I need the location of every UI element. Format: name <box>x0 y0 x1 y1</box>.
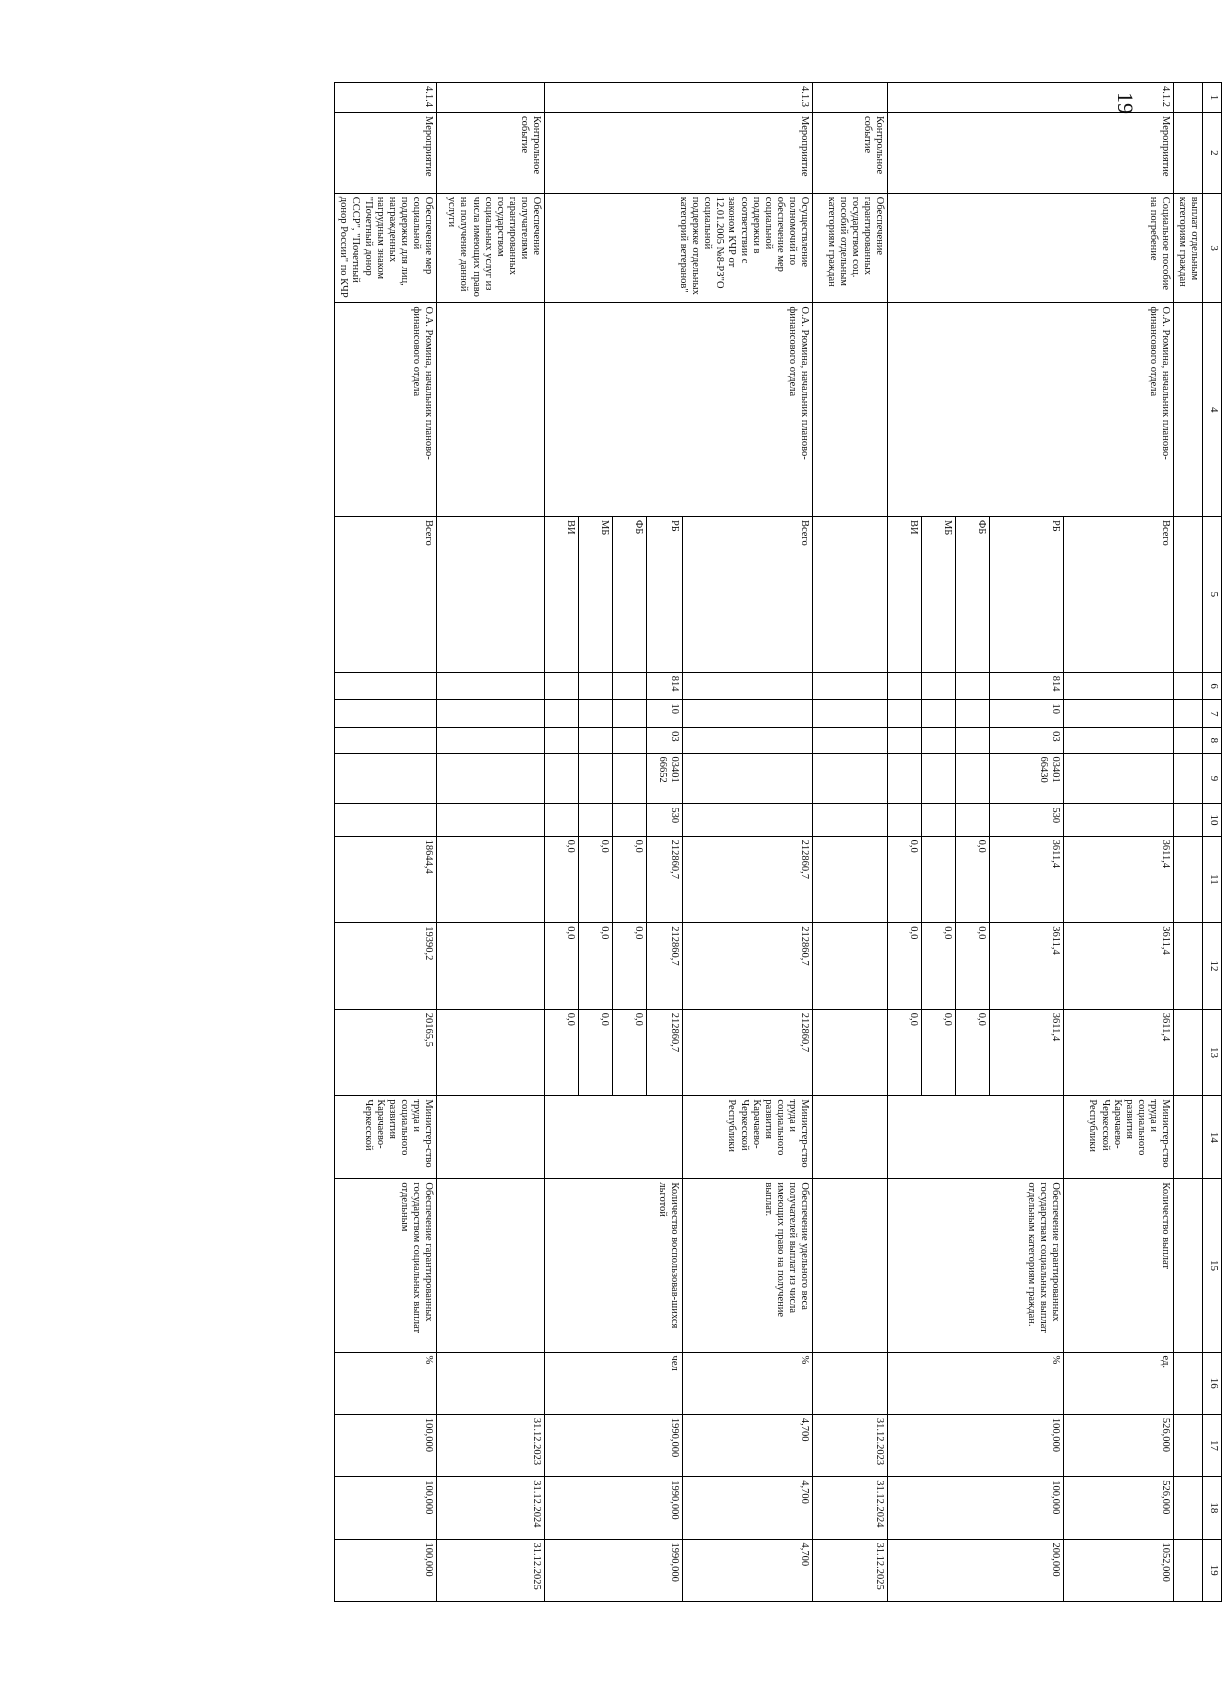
col-num: 18 <box>1203 1477 1222 1539</box>
value-2025: 3611,4 <box>989 1009 1063 1096</box>
row-name: Обеспечение мер социальной поддержки для лиц, награжденных нагрудным знаком "Почетный донор СССР", "Почетный донор России" по КЧР <box>335 193 437 303</box>
value-2024: 19390,2 <box>335 923 437 1010</box>
target-2025: 4,700 <box>682 1539 812 1601</box>
funding-source: Всего <box>682 516 812 672</box>
funding-source: ФБ <box>955 516 989 672</box>
row-executor: Министер-ство труда и социального развития Карачаево-Черкесской Республики <box>682 1096 812 1179</box>
date-2023: 31.12.2023 <box>436 1414 544 1476</box>
row-unit: чел <box>544 1352 682 1414</box>
funding-source: МБ <box>578 516 612 672</box>
date-2023: 31.12.2023 <box>812 1414 887 1476</box>
continuation-text: выплат отдельным категориям граждан <box>1173 193 1202 303</box>
row-type: Мероприятие <box>544 113 812 194</box>
value-2024: 0,0 <box>955 923 989 1010</box>
row-name: Осуществление полномочий по обеспечение мер социальной поддержки в соответствии с законом КЧР от 12.01.2005 №8-РЗ"О социальной поддержке отдельных категорий ветеранов" <box>544 193 812 303</box>
col-num: 2 <box>1203 113 1222 194</box>
row-indicator: Количество выплат <box>1063 1179 1173 1352</box>
target-2024: 100,000 <box>887 1477 1063 1539</box>
row-unit: % <box>682 1352 812 1414</box>
value-2023: 212860,7 <box>682 836 812 923</box>
value-2024: 0,0 <box>921 923 955 1010</box>
target-2025: 1052,000 <box>1063 1539 1173 1601</box>
value-2023: 18644,4 <box>335 836 437 923</box>
value-2023: 0,0 <box>544 836 578 923</box>
col-num: 4 <box>1203 303 1222 517</box>
budget-table <box>334 82 1222 1602</box>
target-2024: 100,000 <box>335 1477 437 1539</box>
col-num: 3 <box>1203 193 1222 303</box>
col-num: 1 <box>1203 83 1222 113</box>
table-row <box>1173 83 1202 1602</box>
target-2023: 100,000 <box>887 1414 1063 1476</box>
row-indicator: Количество воспользовав-шихся льготой <box>544 1179 682 1352</box>
value-2024: 212860,7 <box>682 923 812 1010</box>
value-2024: 0,0 <box>887 923 921 1010</box>
table-row <box>335 83 437 1602</box>
row-unit: % <box>335 1352 437 1414</box>
target-2025: 100,000 <box>335 1539 437 1601</box>
col-num: 7 <box>1203 700 1222 728</box>
date-2025: 31.12.2025 <box>436 1539 544 1601</box>
value-2024: 3611,4 <box>989 923 1063 1010</box>
value-2023 <box>921 836 955 923</box>
funding-source: ВИ <box>544 516 578 672</box>
value-2025: 0,0 <box>578 1009 612 1096</box>
date-2024: 31.12.2024 <box>812 1477 887 1539</box>
col-num: 19 <box>1203 1539 1222 1601</box>
col-num: 16 <box>1203 1352 1222 1414</box>
funding-source: Всего <box>1063 516 1173 672</box>
target-2024: 4,700 <box>682 1477 812 1539</box>
value-2025: 0,0 <box>955 1009 989 1096</box>
value-2024: 0,0 <box>578 923 612 1010</box>
value-2025: 0,0 <box>921 1009 955 1096</box>
row-type: Контрольное событие <box>436 113 544 194</box>
value-2024: 0,0 <box>544 923 578 1010</box>
page-number: 19 <box>1113 92 1138 114</box>
value-2025: 0,0 <box>612 1009 646 1096</box>
target-2025: 1990,000 <box>544 1539 682 1601</box>
value-2025: 212860,7 <box>646 1009 682 1096</box>
date-2024: 31.12.2024 <box>436 1477 544 1539</box>
value-2024: 0,0 <box>612 923 646 1010</box>
value-2023: 0,0 <box>955 836 989 923</box>
value-2025: 20165,5 <box>335 1009 437 1096</box>
row-executor: Министер-ство труда и социального развития Карачаево-Черкесской <box>335 1096 437 1179</box>
row-unit: % <box>887 1352 1063 1414</box>
table-row: РБ 814 10 03 03401 66652 530 212860,7 212860,7 212860,7 Количество воспользовав-шихся льготой чел 1990,000 1990,000 1990,000 <box>646 83 682 1602</box>
col-num: 8 <box>1203 728 1222 753</box>
funding-source: ВИ <box>887 516 921 672</box>
value-2024: 212860,7 <box>646 923 682 1010</box>
row-code: 4.1.4 <box>335 83 437 113</box>
value-2023: 0,0 <box>887 836 921 923</box>
col-num: 9 <box>1203 753 1222 804</box>
date-2025: 31.12.2025 <box>812 1539 887 1601</box>
col-num: 10 <box>1203 804 1222 836</box>
value-2025: 0,0 <box>887 1009 921 1096</box>
row-name: Социальное пособие на погребение <box>887 193 1173 303</box>
table-row: РБ 814 10 03 03401 66430 530 3611,4 3611,4 3611,4 Обеспечение гарантированных государствам социальных выплат отдельным категориям граждан. % 100,000 100,000 200,000 <box>989 83 1063 1602</box>
value-2025: 3611,4 <box>1063 1009 1173 1096</box>
row-responsible: О.А. Рюмина, начальник планово-финансового отдела <box>335 303 437 517</box>
col-num: 17 <box>1203 1414 1222 1476</box>
rotated-table-wrapper <box>132 82 1222 1602</box>
target-2024: 526,000 <box>1063 1477 1173 1539</box>
value-2023: 3611,4 <box>1063 836 1173 923</box>
value-2023: 0,0 <box>578 836 612 923</box>
value-2025: 0,0 <box>544 1009 578 1096</box>
target-2023: 1990,000 <box>544 1414 682 1476</box>
row-unit: ед. <box>1063 1352 1173 1414</box>
row-indicator: Обеспечение гарантированных государствам социальных выплат отдельным категориям граждан. <box>887 1179 1063 1352</box>
col-num: 15 <box>1203 1179 1222 1352</box>
table-row <box>436 83 544 1602</box>
funding-source: МБ <box>921 516 955 672</box>
col-num: 11 <box>1203 836 1222 923</box>
col-num: 5 <box>1203 516 1222 672</box>
column-number-row <box>1203 83 1222 1602</box>
funding-source: РБ <box>646 516 682 672</box>
target-2023: 526,000 <box>1063 1414 1173 1476</box>
col-num: 6 <box>1203 672 1222 700</box>
row-type: Контрольное событие <box>812 113 887 194</box>
table-row <box>812 83 887 1602</box>
target-2023: 100,000 <box>335 1414 437 1476</box>
row-responsible: О.А. Рюмина, начальник планово-финансового отдела <box>887 303 1173 517</box>
funding-source: Всего <box>335 516 437 672</box>
row-type: Мероприятие <box>335 113 437 194</box>
col-num: 13 <box>1203 1009 1222 1096</box>
funding-source: ФБ <box>612 516 646 672</box>
row-responsible: О.А. Рюмина, начальник планово-финансового отдела <box>544 303 812 517</box>
value-2024: 3611,4 <box>1063 923 1173 1010</box>
value-2023: 3611,4 <box>989 836 1063 923</box>
row-code: 4.1.3 <box>544 83 812 113</box>
funding-source: РБ <box>989 516 1063 672</box>
value-2025: 212860,7 <box>682 1009 812 1096</box>
table-row <box>1063 83 1173 1602</box>
row-executor: Министер-ство труда и социального развития Карачаево-Черкесской Республики <box>1063 1096 1173 1179</box>
target-2025: 200,000 <box>887 1539 1063 1601</box>
row-indicator: Обеспечение удельного веса получателей выплат из числа имеющих право на получение выплат. <box>682 1179 812 1352</box>
row-type: Мероприятие <box>887 113 1173 194</box>
row-name: Обеспечение гарантированных государством соц. пособий отдельным категориям граждан <box>812 193 887 303</box>
value-2023: 212860,7 <box>646 836 682 923</box>
value-2023: 0,0 <box>612 836 646 923</box>
target-2023: 4,700 <box>682 1414 812 1476</box>
col-num: 14 <box>1203 1096 1222 1179</box>
target-2024: 1990,000 <box>544 1477 682 1539</box>
row-indicator: Обеспечение гарантированных государством социальных выплат отдельным <box>335 1179 437 1352</box>
row-code: 4.1.2 <box>887 83 1173 113</box>
row-name: Обеспечение получателями гарантированных государством социальных услуг из числа имеющих право на получение данной услуги <box>436 193 544 303</box>
table-row <box>682 83 812 1602</box>
col-num: 12 <box>1203 923 1222 1010</box>
